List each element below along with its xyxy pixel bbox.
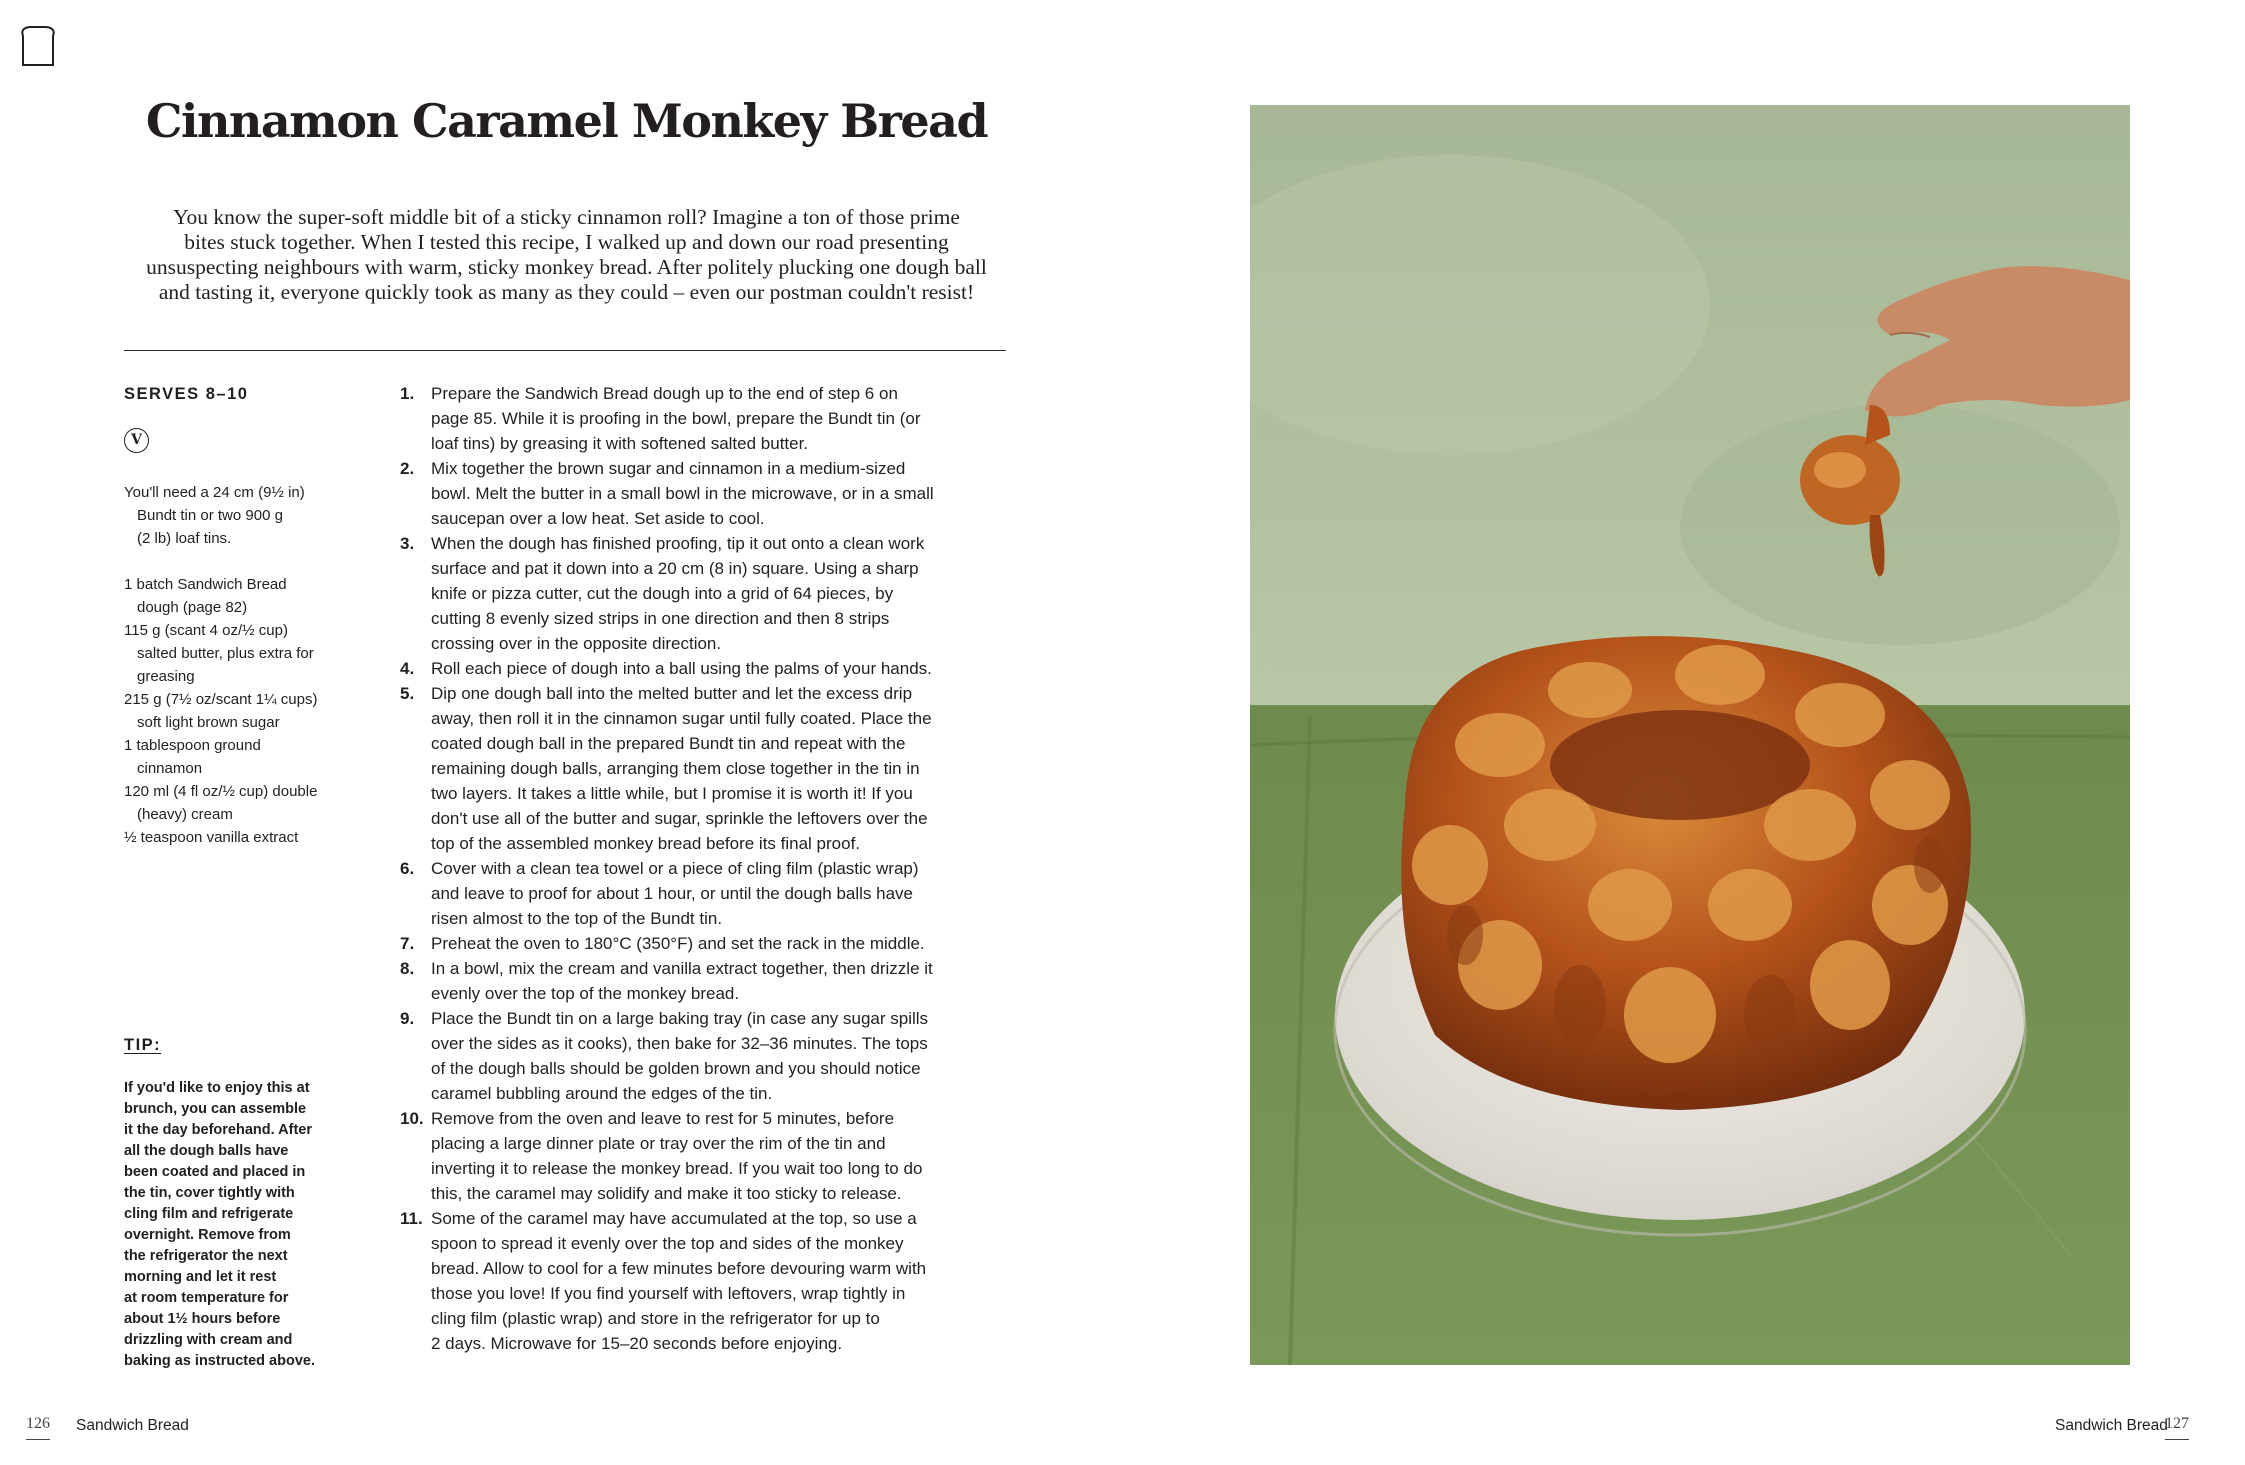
step-text-line: Prepare the Sandwich Bread dough up to the end of step 6 on — [431, 384, 898, 403]
ingredient-line: cinnamon — [137, 760, 203, 777]
method-step — [400, 1006, 1010, 1106]
ingredient-line: ½ teaspoon vanilla extract — [124, 829, 299, 846]
step-text-line: two layers. It takes a little while, but I promise it is worth it! If you — [431, 784, 913, 803]
ingredient-line: soft light brown sugar — [137, 714, 280, 731]
step-number: 8. — [400, 959, 415, 978]
ingredients-list — [124, 573, 364, 849]
step-text-line: When the dough has finished proofing, tip it out onto a clean work — [431, 534, 925, 553]
step-number: 11. — [400, 1209, 423, 1228]
step-number: 6. — [400, 859, 415, 878]
ingredient-item — [124, 734, 364, 780]
equipment-note — [124, 481, 364, 550]
step-number: 9. — [400, 1009, 415, 1028]
tip-line: baking as instructed above. — [124, 1353, 315, 1369]
method-step — [400, 656, 1010, 681]
step-number: 10. — [400, 1109, 424, 1128]
method-step — [400, 856, 1010, 931]
bread-icon — [18, 24, 58, 68]
step-number: 1. — [400, 384, 415, 403]
step-text-line: those you love! If you find yourself with leftovers, wrap tightly in — [431, 1284, 906, 1303]
step-text-line: knife or pizza cutter, cut the dough into a grid of 64 pieces, by — [431, 584, 894, 603]
tip-line: at room temperature for — [124, 1290, 289, 1306]
step-number: 3. — [400, 534, 415, 553]
method-step — [400, 1206, 1010, 1356]
tip-body — [124, 1078, 354, 1372]
step-text-line: this, the caramel may solidify and make it too sticky to release. — [431, 1184, 902, 1203]
tip-line: the tin, cover tightly with — [124, 1185, 295, 1201]
step-text-line: of the dough balls should be golden brown and you should notice — [431, 1059, 921, 1078]
ingredient-line: salted butter, plus extra for — [137, 645, 314, 662]
equipment-line: You'll need a 24 cm (9½ in) — [124, 484, 305, 501]
method-step — [400, 931, 1010, 956]
page-number-right: 127 — [2165, 1415, 2189, 1440]
ingredient-item — [124, 573, 364, 619]
step-text-line: Place the Bundt tin on a large baking tray (in case any sugar spills — [431, 1009, 929, 1028]
step-text-line: Cover with a clean tea towel or a piece of cling film (plastic wrap) — [431, 859, 919, 878]
ingredient-line: 115 g (scant 4 oz/½ cup) — [124, 622, 288, 639]
tip-line: If you'd like to enjoy this at — [124, 1080, 310, 1096]
ingredient-item — [124, 619, 364, 688]
step-text-line: loaf tins) by greasing it with softened salted butter. — [431, 434, 809, 453]
running-footer-right: Sandwich Bread — [2055, 1417, 2168, 1434]
monkey-bread-photo — [1250, 105, 2130, 1365]
step-text-line: coated dough ball in the prepared Bundt tin and repeat with the — [431, 734, 906, 753]
tip-line: been coated and placed in — [124, 1164, 306, 1180]
step-text-line: crossing over in the opposite direction. — [431, 634, 722, 653]
equipment-line: Bundt tin or two 900 g — [137, 507, 283, 524]
step-text-line: 2 days. Microwave for 15–20 seconds before enjoying. — [431, 1334, 843, 1353]
tip-heading: TIP: — [124, 1036, 162, 1054]
ingredient-line: dough (page 82) — [137, 599, 248, 616]
tip-line: cling film and refrigerate — [124, 1206, 294, 1222]
ingredient-line: greasing — [137, 668, 195, 685]
step-text-line: bread. Allow to cool for a few minutes before devouring warm with — [431, 1259, 927, 1278]
step-text-line: away, then roll it in the cinnamon sugar until fully coated. Place the — [431, 709, 932, 728]
step-text-line: page 85. While it is proofing in the bowl, prepare the Bundt tin (or — [431, 409, 921, 428]
intro-line: bites stuck together. When I tested this recipe, I walked up and down our road presenting — [184, 230, 949, 254]
method-step — [400, 531, 1010, 656]
tip-line: brunch, you can assemble — [124, 1101, 307, 1117]
method-step — [400, 1106, 1010, 1206]
step-text-line: In a bowl, mix the cream and vanilla extract together, then drizzle it — [431, 959, 933, 978]
step-text-line: Roll each piece of dough into a ball using the palms of your hands. — [431, 659, 932, 678]
step-text-line: Remove from the oven and leave to rest for 5 minutes, before — [431, 1109, 895, 1128]
step-text-line: risen almost to the top of the Bundt tin. — [431, 909, 723, 928]
step-text-line: placing a large dinner plate or tray over the rim of the tin and — [431, 1134, 886, 1153]
step-text-line: Dip one dough ball into the melted butter and let the excess drip — [431, 684, 913, 703]
step-text-line: cling film (plastic wrap) and store in the refrigerator for up to — [431, 1309, 880, 1328]
method-step — [400, 956, 1010, 1006]
step-text-line: Some of the caramel may have accumulated at the top, so use a — [431, 1209, 917, 1228]
ingredient-line: 1 batch Sandwich Bread — [124, 576, 287, 593]
intro-line: You know the super-soft middle bit of a sticky cinnamon roll? Imagine a ton of those prime — [173, 205, 960, 229]
step-text-line: Preheat the oven to 180°C (350°F) and set the rack in the middle. — [431, 934, 925, 953]
running-footer-left: Sandwich Bread — [76, 1417, 189, 1434]
step-text-line: evenly over the top of the monkey bread. — [431, 984, 740, 1003]
step-text-line: over the sides as it cooks), then bake for 32–36 minutes. The tops — [431, 1034, 928, 1053]
recipe-title: Cinnamon Caramel Monkey Bread — [145, 94, 988, 148]
step-text-line: don't use all of the butter and sugar, sprinkle the leftovers over the — [431, 809, 928, 828]
tip-line: the refrigerator the next — [124, 1248, 288, 1264]
method-step — [400, 681, 1010, 856]
step-text-line: Mix together the brown sugar and cinnamon in a medium-sized — [431, 459, 906, 478]
recipe-intro — [124, 205, 1009, 305]
step-number: 5. — [400, 684, 415, 703]
step-text-line: inverting it to release the monkey bread. If you wait too long to do — [431, 1159, 923, 1178]
step-text-line: bowl. Melt the butter in a small bowl in the microwave, or in a small — [431, 484, 934, 503]
tip-line: it the day beforehand. After — [124, 1122, 312, 1138]
step-text-line: cutting 8 evenly sized strips in one direction and then 8 strips — [431, 609, 890, 628]
divider — [124, 350, 1006, 351]
ingredient-line: (heavy) cream — [137, 806, 233, 823]
tip-line: overnight. Remove from — [124, 1227, 291, 1243]
ingredient-line: 1 tablespoon ground — [124, 737, 261, 754]
equipment-line: (2 lb) loaf tins. — [137, 530, 232, 547]
ingredient-line: 120 ml (4 fl oz/½ cup) double — [124, 783, 318, 800]
page-number-left: 126 — [26, 1415, 50, 1440]
step-number: 7. — [400, 934, 415, 953]
ingredient-line: 215 g (7½ oz/scant 1¼ cups) — [124, 691, 318, 708]
method-step — [400, 456, 1010, 531]
step-text-line: surface and pat it down into a 20 cm (8 in) square. Using a sharp — [431, 559, 919, 578]
method-steps — [400, 381, 1010, 1356]
intro-line: and tasting it, everyone quickly took as many as they could – even our postman couldn't resist! — [158, 280, 975, 304]
tip-line: all the dough balls have — [124, 1143, 289, 1159]
method-step — [400, 381, 1010, 456]
ingredient-item — [124, 826, 364, 849]
tip-line: morning and let it rest — [124, 1269, 277, 1285]
tip-line: drizzling with cream and — [124, 1332, 293, 1348]
step-text-line: spoon to spread it evenly over the top and sides of the monkey — [431, 1234, 904, 1253]
step-number: 4. — [400, 659, 415, 678]
step-text-line: and leave to proof for about 1 hour, or until the dough balls have — [431, 884, 914, 903]
step-text-line: caramel bubbling around the edges of the tin. — [431, 1084, 773, 1103]
ingredient-item — [124, 688, 364, 734]
step-text-line: saucepan over a low heat. Set aside to cool. — [431, 509, 765, 528]
tip-line: about 1½ hours before — [124, 1311, 281, 1327]
serves-label: SERVES 8–10 — [124, 385, 249, 403]
ingredient-item — [124, 780, 364, 826]
step-number: 2. — [400, 459, 415, 478]
step-text-line: remaining dough balls, arranging them close together in the tin in — [431, 759, 920, 778]
intro-line: unsuspecting neighbours with warm, sticky monkey bread. After politely plucking one dough ball — [146, 255, 987, 279]
vegetarian-icon: V — [124, 428, 149, 453]
step-text-line: top of the assembled monkey bread before its final proof. — [431, 834, 861, 853]
